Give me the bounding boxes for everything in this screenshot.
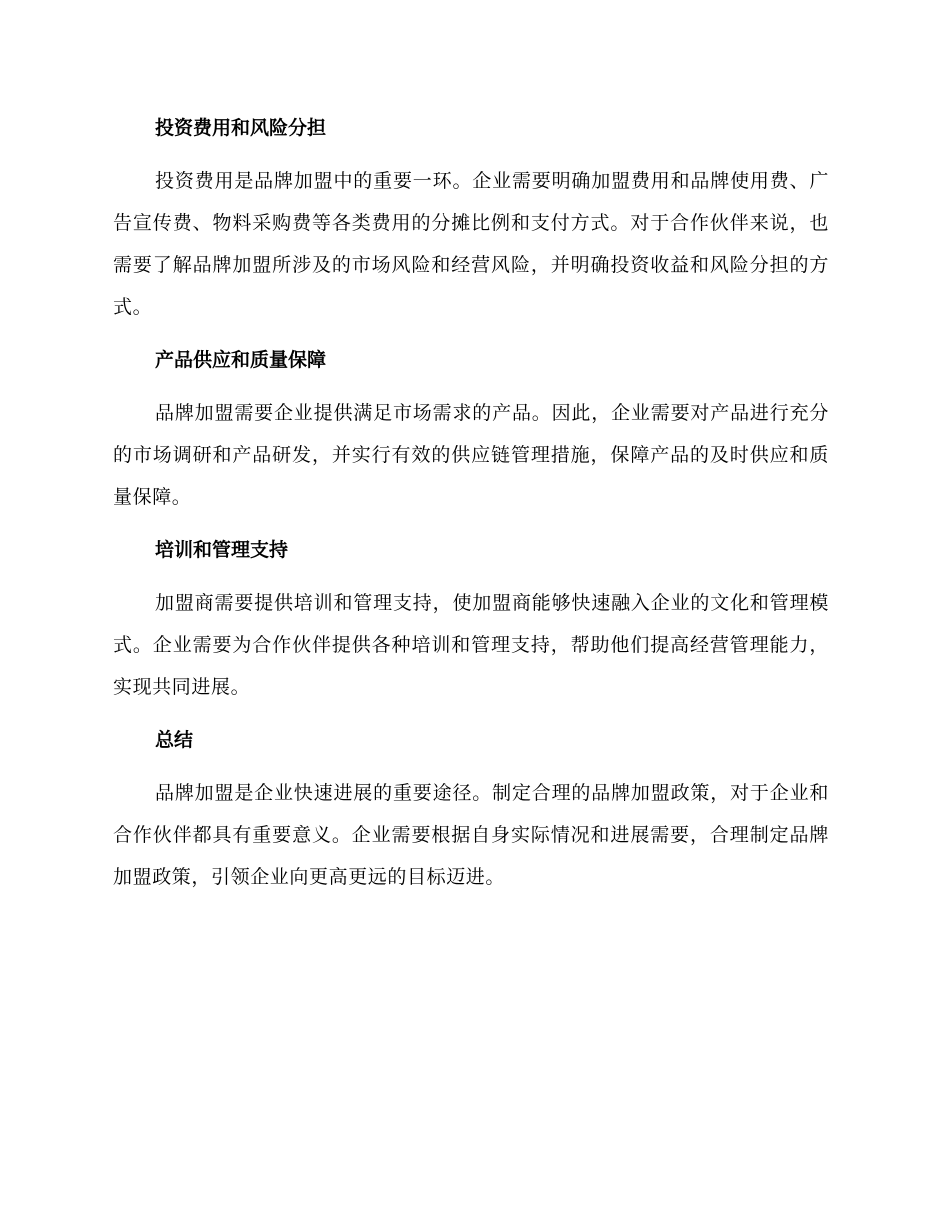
section-paragraph-investment: 投资费用是品牌加盟中的重要一环。企业需要明确加盟费用和品牌使用费、广告宣传费、物料采购费等各类费用的分摊比例和支付方式。对于合作伙伴来说，也需要了解品牌加盟所涉及的市场风险和经营风险，并明确投资收益和风险分担的方式。 bbox=[113, 170, 829, 318]
section-paragraph-training: 加盟商需要提供培训和管理支持，使加盟商能够快速融入企业的文化和管理模式。企业需要为合作伙伴提供各种培训和管理支持，帮助他们提高经营管理能力，实现共同进展。 bbox=[113, 592, 829, 698]
section-heading-training: 培训和管理支持 bbox=[155, 539, 289, 561]
document-body bbox=[113, 108, 829, 910]
section-heading-investment: 投资费用和风险分担 bbox=[155, 117, 327, 139]
section-heading-summary: 总结 bbox=[155, 729, 194, 751]
section-heading-product-supply: 产品供应和质量保障 bbox=[155, 349, 327, 371]
section-paragraph-product-supply: 品牌加盟需要企业提供满足市场需求的产品。因此，企业需要对产品进行充分的市场调研和产品研发，并实行有效的供应链管理措施，保障产品的及时供应和质量保障。 bbox=[113, 402, 829, 508]
section-paragraph-summary: 品牌加盟是企业快速进展的重要途径。制定合理的品牌加盟政策，对于企业和合作伙伴都具有重要意义。企业需要根据自身实际情况和进展需要，合理制定品牌加盟政策，引领企业向更高更远的目标迈进。 bbox=[113, 782, 829, 888]
